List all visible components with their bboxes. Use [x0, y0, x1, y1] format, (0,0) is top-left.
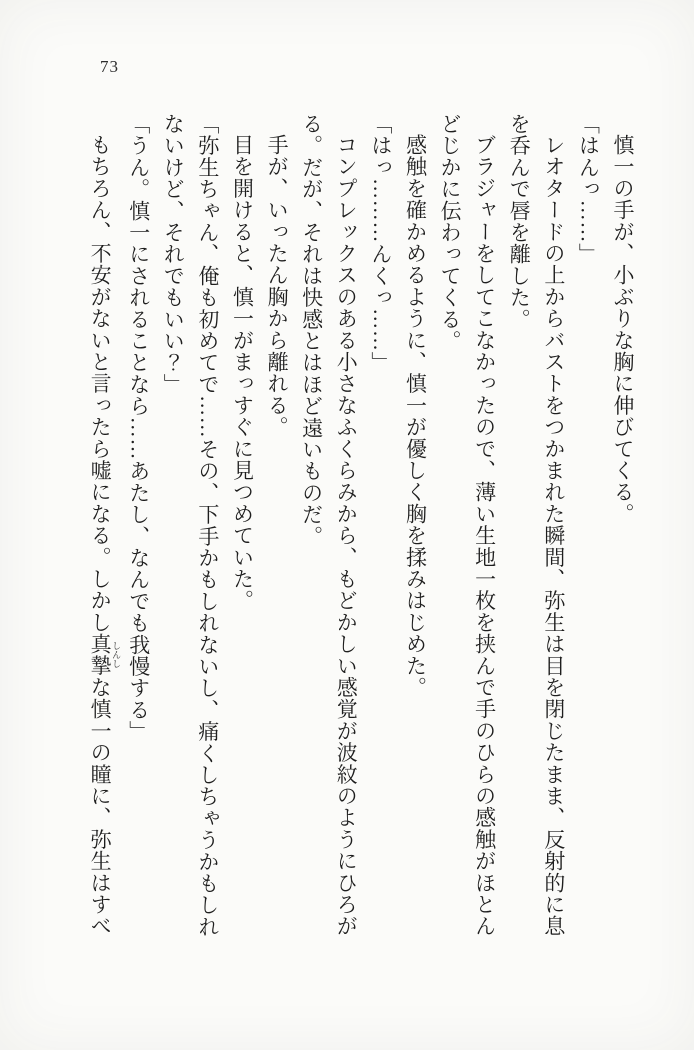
- text-line: 感触を確かめるように、慎一が優しく胸を揉みはじめた。: [403, 134, 428, 699]
- text-line: 「はんっ……」: [576, 113, 601, 265]
- text-line: ブラジャーをしてこなかったので、薄い生地一枚を挟んで手のひらの感触がほとん: [472, 134, 497, 937]
- text-line: 目を開けると、慎一がまっすぐに見つめていた。: [230, 134, 255, 612]
- text-line: 「弥生ちゃん、俺も初めてで……その、下手かもしれないし、痛くしちゃうかもしれ: [195, 113, 220, 938]
- ruby-annotated-word: 真摯 しんし: [88, 633, 122, 677]
- text-line: を呑んで唇を離した。: [507, 113, 532, 330]
- text-line: る。だが、それは快感とはほど遠いものだ。: [299, 113, 324, 547]
- furigana: しんし: [111, 633, 122, 677]
- text-line: どじかに伝わってくる。: [438, 113, 463, 352]
- text-line: レオタードの上からバストをつかまれた瞬間、弥生は目を閉じたまま、反射的に息: [541, 134, 566, 937]
- text-line: 手が、いったん胸から離れる。: [265, 134, 290, 438]
- text-line: 「うん。慎一にされることなら……あたし、なんでも我慢する」: [126, 113, 151, 743]
- text-line: 「はっ………んくっ……」: [368, 113, 393, 374]
- page-number: 73: [100, 57, 119, 76]
- text-line: ないけど、それでもいい？」: [161, 113, 186, 396]
- text-line: 慎一の手が、小ぶりな胸に伸びてくる。: [611, 134, 635, 525]
- text-columns: [83, 113, 641, 947]
- text-line: コンプレックスのある小さなふくらみから、もどかしい感覚が波紋のようにひろが: [334, 134, 359, 937]
- text-line: もちろん、不安がないと言ったら嘘になる。しかし真摯 しんしな慎一の瞳に、弥生はすべ: [88, 134, 122, 937]
